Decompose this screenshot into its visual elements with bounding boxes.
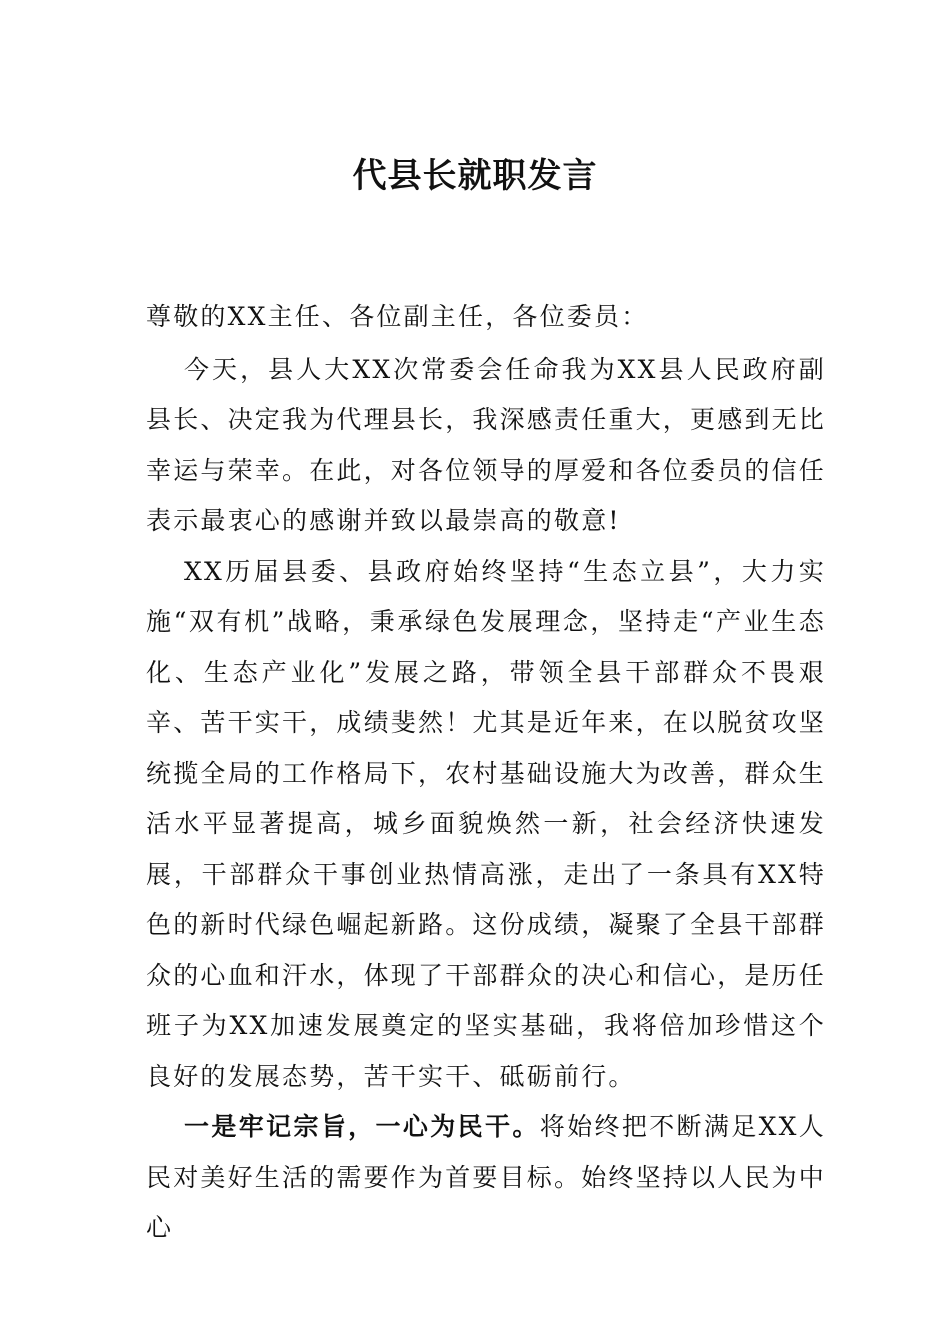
paragraph-first-point [146,1102,826,1254]
document-title: 代县长就职发言 [352,156,598,196]
paragraph-text: 今天，县人大XX次常委会任命我为XX县人民政府副县长、决定我为代理县长，我深感责任重大，更感到无比幸运与荣幸。在此，对各位领导的厚爱和各位委员的信任表示最衷心的感谢并致以最崇高的敬意! [146,354,827,535]
salutation: 尊敬的XX主任、各位副主任，各位委员： [146,302,649,331]
paragraph-appointment [146,345,826,547]
paragraph-achievements [146,547,826,1103]
document-body [146,292,826,1254]
paragraph-lead-bold: 一是牢记宗旨，一心为民干。 [184,1112,540,1141]
paragraph-text: 将始终把不断满足XX人民对美好生活的需要作为首要目标。始终坚持以人民为中心 [146,1112,827,1242]
paragraph-text: XX历届县委、县政府始终坚持“生态立县”，大力实施“双有机”战略，秉承绿色发展理念，坚持走“产业生态化、生态产业化”发展之路，带领全县干部群众不畏艰辛、苦干实干，成绩斐然！尤其是近年来，在以脱贫攻坚统揽全局的工作格局下，农村基础设施大为改善，群众生活水平显著提高，城乡面貌焕然一新，社会经济快速发展，干部群众干事创业热情高涨，走出了一条具有XX特色的新时代绿色崛起新路。这份成绩，凝聚了全县干部群众的心血和汗水，体现了干部群众的决心和信心，是历任班子为XX加速发展奠定的坚实基础，我将倍加珍惜这个良好的发展态势，苦干实干、砥砺前行。 [146,556,827,1091]
